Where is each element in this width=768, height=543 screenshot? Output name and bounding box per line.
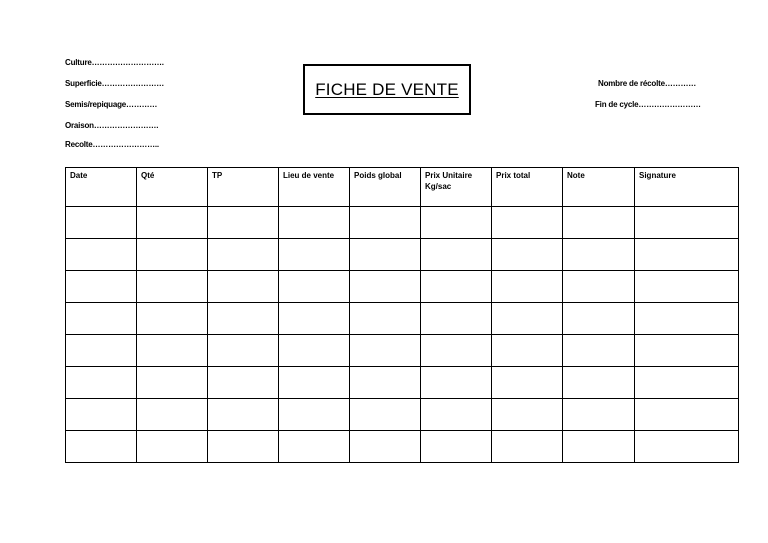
table-cell[interactable] <box>66 335 137 367</box>
table-cell[interactable] <box>635 431 739 463</box>
field-nombre-de-recolte: Nombre de récolte………… <box>598 79 697 88</box>
table-cell[interactable] <box>208 303 279 335</box>
table-row <box>66 431 739 463</box>
field-fin-de-cycle: Fin de cycle…………………… <box>595 100 701 109</box>
field-culture: Culture………………………. <box>65 58 164 67</box>
column-header-poids-global: Poids global <box>350 168 421 207</box>
column-header-tp: TP <box>208 168 279 207</box>
page-title: FICHE DE VENTE <box>315 79 459 99</box>
table-cell[interactable] <box>421 303 492 335</box>
table-cell[interactable] <box>492 335 563 367</box>
table-cell[interactable] <box>563 399 635 431</box>
sales-table <box>65 167 739 463</box>
column-header-lieu-de-vente: Lieu de vente <box>279 168 350 207</box>
table-cell[interactable] <box>279 303 350 335</box>
table-cell[interactable] <box>279 271 350 303</box>
column-header-signature: Signature <box>635 168 739 207</box>
table-cell[interactable] <box>421 367 492 399</box>
table-cell[interactable] <box>563 431 635 463</box>
table-row <box>66 335 739 367</box>
table-cell[interactable] <box>492 367 563 399</box>
table-cell[interactable] <box>137 399 208 431</box>
column-header-note: Note <box>563 168 635 207</box>
table-cell[interactable] <box>66 271 137 303</box>
table-cell[interactable] <box>421 239 492 271</box>
table-cell[interactable] <box>350 303 421 335</box>
table-cell[interactable] <box>635 271 739 303</box>
field-superficie: Superficie…………………… <box>65 79 165 88</box>
table-cell[interactable] <box>66 303 137 335</box>
column-header-prix-total: Prix total <box>492 168 563 207</box>
table-cell[interactable] <box>66 399 137 431</box>
field-semis-repiquage: Semis/repiquage………… <box>65 100 158 109</box>
table-cell[interactable] <box>137 335 208 367</box>
table-cell[interactable] <box>492 303 563 335</box>
table-cell[interactable] <box>635 239 739 271</box>
table-cell[interactable] <box>137 239 208 271</box>
table-cell[interactable] <box>635 207 739 239</box>
table-cell[interactable] <box>421 335 492 367</box>
table-cell[interactable] <box>208 271 279 303</box>
table-cell[interactable] <box>137 271 208 303</box>
table-cell[interactable] <box>492 431 563 463</box>
table-cell[interactable] <box>279 399 350 431</box>
table-cell[interactable] <box>421 399 492 431</box>
table-cell[interactable] <box>492 207 563 239</box>
table-row <box>66 239 739 271</box>
table-cell[interactable] <box>350 335 421 367</box>
field-recolte: Recolte…………………….. <box>65 140 159 149</box>
table-cell[interactable] <box>350 399 421 431</box>
table-cell[interactable] <box>350 239 421 271</box>
table-cell[interactable] <box>66 367 137 399</box>
table-cell[interactable] <box>421 431 492 463</box>
table-cell[interactable] <box>208 239 279 271</box>
table-cell[interactable] <box>279 207 350 239</box>
table-cell[interactable] <box>208 335 279 367</box>
table-row <box>66 399 739 431</box>
table-row <box>66 303 739 335</box>
table-cell[interactable] <box>66 431 137 463</box>
column-header-prix-unitaire: Prix Unitaire Kg/sac <box>421 168 492 207</box>
table-cell[interactable] <box>421 207 492 239</box>
table-cell[interactable] <box>635 399 739 431</box>
table-cell[interactable] <box>563 239 635 271</box>
table-row <box>66 271 739 303</box>
table-cell[interactable] <box>563 207 635 239</box>
table-cell[interactable] <box>208 399 279 431</box>
table-cell[interactable] <box>137 303 208 335</box>
title-box <box>303 64 471 115</box>
table-cell[interactable] <box>208 431 279 463</box>
column-header-qte: Qté <box>137 168 208 207</box>
table-cell[interactable] <box>563 335 635 367</box>
table-cell[interactable] <box>350 207 421 239</box>
column-header-date: Date <box>66 168 137 207</box>
table-cell[interactable] <box>492 399 563 431</box>
table-cell[interactable] <box>635 335 739 367</box>
table-cell[interactable] <box>563 367 635 399</box>
table-cell[interactable] <box>279 431 350 463</box>
table-header-row <box>66 168 739 207</box>
table-cell[interactable] <box>208 207 279 239</box>
table-row <box>66 367 739 399</box>
table-cell[interactable] <box>208 367 279 399</box>
table-cell[interactable] <box>635 303 739 335</box>
table-cell[interactable] <box>137 207 208 239</box>
table-cell[interactable] <box>563 303 635 335</box>
table-cell[interactable] <box>350 367 421 399</box>
table-cell[interactable] <box>350 271 421 303</box>
table-cell[interactable] <box>492 271 563 303</box>
table-cell[interactable] <box>492 239 563 271</box>
table-cell[interactable] <box>279 367 350 399</box>
table-cell[interactable] <box>66 207 137 239</box>
table-cell[interactable] <box>66 239 137 271</box>
table-cell[interactable] <box>421 271 492 303</box>
table-cell[interactable] <box>635 367 739 399</box>
table-cell[interactable] <box>279 335 350 367</box>
table-row <box>66 207 739 239</box>
field-oraison: Oraison……………………. <box>65 121 159 130</box>
table-cell[interactable] <box>137 367 208 399</box>
table-cell[interactable] <box>350 431 421 463</box>
table-cell[interactable] <box>137 431 208 463</box>
table-cell[interactable] <box>563 271 635 303</box>
table-cell[interactable] <box>279 239 350 271</box>
